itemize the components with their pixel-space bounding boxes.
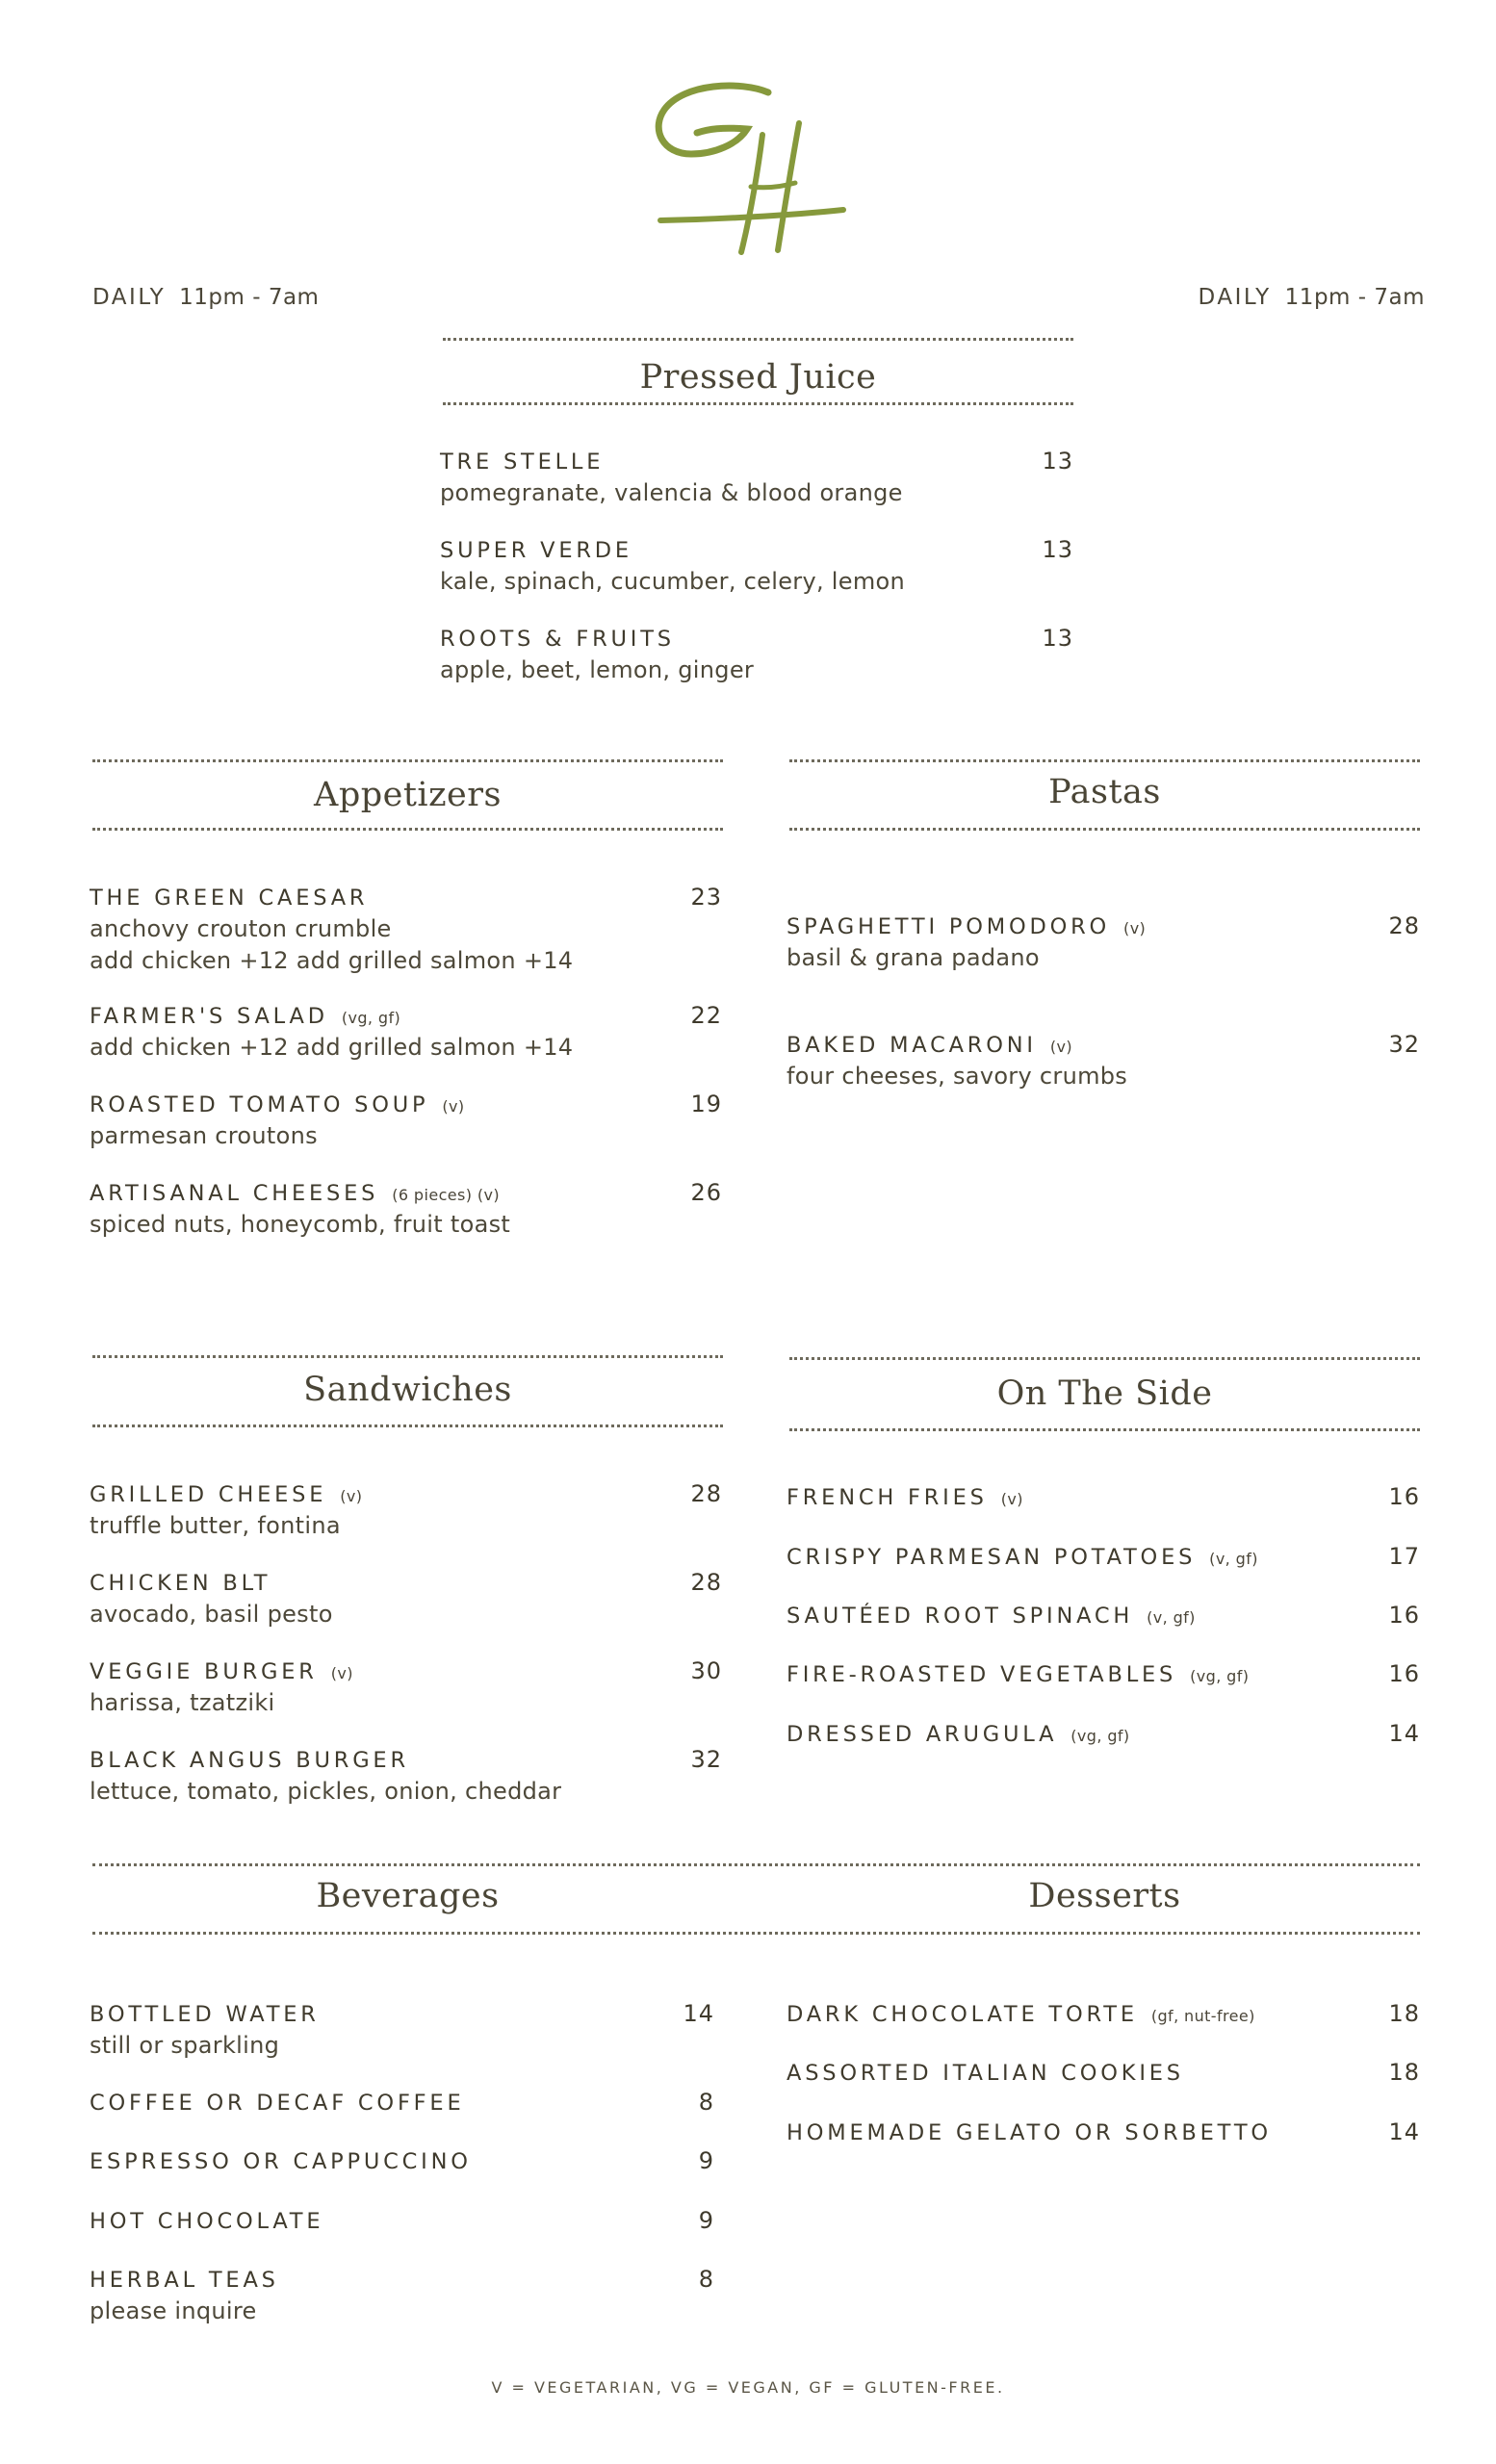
item-desc: avocado, basil pesto xyxy=(90,1601,333,1628)
item-desc: please inquire xyxy=(90,2297,257,2324)
item-price: 28 xyxy=(1388,912,1420,939)
menu-item xyxy=(90,2149,472,2174)
section-title-desserts: Desserts xyxy=(1028,1877,1181,1915)
menu-item xyxy=(440,449,903,506)
dietary-tag: (6 pieces) (v) xyxy=(392,1186,501,1204)
item-name: HOMEMADE GELATO OR SORBETTO xyxy=(787,2120,1272,2145)
item-name: ARTISANAL CHEESES xyxy=(90,1181,379,1206)
menu-item xyxy=(440,627,754,683)
divider xyxy=(92,1424,723,1427)
dietary-tag: (vg, gf) xyxy=(1190,1667,1250,1685)
divider xyxy=(443,402,1073,405)
menu-item xyxy=(90,1571,333,1628)
dietary-tag: (vg, gf) xyxy=(341,1009,401,1027)
dietary-tag: (vg, gf) xyxy=(1070,1727,1130,1745)
item-price: 28 xyxy=(690,1569,722,1596)
item-name: TRE STELLE xyxy=(440,449,605,475)
item-desc: four cheeses, savory crumbs xyxy=(787,1063,1128,1090)
divider xyxy=(443,338,1073,341)
hours-time: 11pm - 7am xyxy=(1284,285,1425,310)
item-desc: parmesan croutons xyxy=(90,1122,318,1149)
menu-item xyxy=(787,1485,1023,1510)
item-name: HERBAL TEAS xyxy=(90,2268,279,2293)
item-price: 9 xyxy=(698,2147,714,2174)
menu-item xyxy=(787,1604,1196,1629)
hours-label: DAILY xyxy=(92,285,167,310)
item-price: 14 xyxy=(1388,2118,1420,2145)
item-price: 16 xyxy=(1388,1483,1420,1510)
dietary-tag: (v) xyxy=(1000,1490,1023,1508)
divider xyxy=(92,1355,723,1358)
menu-item xyxy=(90,1092,465,1149)
dietary-tag: (gf, nut-free) xyxy=(1150,2007,1255,2025)
item-name: SUPER VERDE xyxy=(440,538,632,563)
item-name: THE GREEN CAESAR xyxy=(90,886,369,911)
section-title-appetizers: Appetizers xyxy=(314,776,502,814)
menu-item xyxy=(787,1662,1249,1687)
hours-left xyxy=(92,285,319,310)
item-price: 8 xyxy=(698,2089,714,2116)
item-price: 13 xyxy=(1042,625,1073,652)
section-title-beverages: Beverages xyxy=(316,1877,500,1915)
item-name: GRILLED CHEESE xyxy=(90,1482,327,1507)
menu-item xyxy=(787,1722,1130,1747)
section-title-sandwiches: Sandwiches xyxy=(303,1371,512,1409)
item-name: ROASTED TOMATO SOUP xyxy=(90,1092,429,1117)
divider xyxy=(789,1357,1420,1360)
item-desc: anchovy crouton crumble xyxy=(90,915,392,942)
item-name: SAUTÉED ROOT SPINACH xyxy=(787,1604,1134,1629)
divider xyxy=(92,759,723,762)
item-name: FRENCH FRIES xyxy=(787,1485,988,1510)
menu-item xyxy=(90,2209,323,2234)
item-name: DARK CHOCOLATE TORTE xyxy=(787,2002,1138,2027)
hours-time: 11pm - 7am xyxy=(179,285,320,310)
item-price: 17 xyxy=(1388,1543,1420,1570)
item-name: FIRE-ROASTED VEGETABLES xyxy=(787,1662,1177,1687)
item-desc: apple, beet, lemon, ginger xyxy=(440,656,755,683)
menu-item xyxy=(90,2268,279,2324)
item-desc: basil & grana padano xyxy=(787,944,1040,971)
menu-item xyxy=(90,2091,464,2116)
item-name: SPAGHETTI POMODORO xyxy=(787,914,1111,939)
menu-item xyxy=(440,538,905,595)
item-price: 30 xyxy=(690,1657,722,1684)
item-desc: add chicken +12 add grilled salmon +14 xyxy=(90,1034,574,1061)
item-name: BAKED MACARONI xyxy=(787,1033,1037,1058)
item-price: 14 xyxy=(683,2000,714,2027)
item-desc: harissa, tzatziki xyxy=(90,1689,275,1716)
item-price: 19 xyxy=(690,1091,722,1117)
divider xyxy=(92,828,723,831)
item-price: 26 xyxy=(690,1179,722,1206)
item-name: ROOTS & FRUITS xyxy=(440,627,675,652)
item-price: 13 xyxy=(1042,448,1073,475)
dietary-legend: V = VEGETARIAN, VG = VEGAN, GF = GLUTEN-FREE. xyxy=(491,2378,1005,2397)
hours-right xyxy=(1199,285,1425,310)
item-name: FARMER'S SALAD xyxy=(90,1004,328,1029)
divider xyxy=(789,759,1420,762)
item-price: 9 xyxy=(698,2207,714,2234)
menu-item xyxy=(787,2120,1272,2145)
item-desc: still or sparkling xyxy=(90,2032,280,2059)
item-name: HOT CHOCOLATE xyxy=(90,2209,324,2234)
item-price: 8 xyxy=(698,2266,714,2293)
divider xyxy=(92,1863,1420,1866)
item-price: 28 xyxy=(690,1480,722,1507)
menu-item xyxy=(787,2002,1255,2027)
item-desc: truffle butter, fontina xyxy=(90,1512,341,1539)
dietary-tag: (v, gf) xyxy=(1147,1608,1196,1627)
divider xyxy=(789,1428,1420,1431)
menu-item xyxy=(90,886,573,974)
item-desc-addons: add chicken +12 add grilled salmon +14 xyxy=(90,947,574,974)
item-name: CHICKEN BLT xyxy=(90,1571,271,1596)
hours-label: DAILY xyxy=(1198,285,1272,310)
menu-item xyxy=(90,1482,362,1539)
item-name: BLACK ANGUS BURGER xyxy=(90,1748,409,1773)
item-name: BOTTLED WATER xyxy=(90,2002,320,2027)
dietary-tag: (v) xyxy=(1049,1038,1072,1056)
section-title-pressed-juice: Pressed Juice xyxy=(639,358,877,397)
item-price: 16 xyxy=(1388,1602,1420,1629)
item-name: COFFEE OR DECAF COFFEE xyxy=(90,2091,465,2116)
dietary-tag: (v) xyxy=(1123,919,1147,937)
logo-monogram-icon xyxy=(655,79,847,262)
menu-item xyxy=(90,1004,573,1061)
menu-item xyxy=(787,1545,1258,1570)
item-price: 23 xyxy=(690,884,722,911)
item-name: ASSORTED ITALIAN COOKIES xyxy=(787,2061,1184,2086)
item-price: 32 xyxy=(1388,1031,1420,1058)
item-desc: lettuce, tomato, pickles, onion, cheddar xyxy=(90,1778,562,1805)
item-price: 16 xyxy=(1388,1660,1420,1687)
item-name: CRISPY PARMESAN POTATOES xyxy=(787,1545,1197,1570)
item-price: 18 xyxy=(1388,2000,1420,2027)
menu-item xyxy=(787,1033,1127,1090)
item-name: DRESSED ARUGULA xyxy=(787,1722,1058,1747)
item-name: ESPRESSO OR CAPPUCCINO xyxy=(90,2149,472,2174)
divider xyxy=(789,828,1420,831)
item-desc: kale, spinach, cucumber, celery, lemon xyxy=(440,568,906,595)
item-price: 14 xyxy=(1388,1720,1420,1747)
menu-item xyxy=(787,2061,1184,2086)
menu-item xyxy=(90,1181,510,1238)
menu-item xyxy=(787,914,1146,971)
item-price: 18 xyxy=(1388,2059,1420,2086)
section-title-on-the-side: On The Side xyxy=(996,1374,1213,1413)
dietary-tag: (v) xyxy=(340,1487,363,1505)
item-price: 13 xyxy=(1042,536,1073,563)
divider xyxy=(92,1932,1420,1935)
item-price: 22 xyxy=(690,1002,722,1029)
gh-logo xyxy=(655,79,847,262)
section-title-pastas: Pastas xyxy=(1048,773,1161,811)
menu-item xyxy=(90,1748,561,1805)
dietary-tag: (v) xyxy=(330,1664,353,1682)
item-desc: spiced nuts, honeycomb, fruit toast xyxy=(90,1211,511,1238)
item-name: VEGGIE BURGER xyxy=(90,1659,318,1684)
dietary-tag: (v) xyxy=(442,1097,465,1116)
menu-item xyxy=(90,2002,320,2059)
menu-item xyxy=(90,1659,353,1716)
item-price: 32 xyxy=(690,1746,722,1773)
item-desc: pomegranate, valencia & blood orange xyxy=(440,479,903,506)
dietary-tag: (v, gf) xyxy=(1209,1550,1258,1568)
